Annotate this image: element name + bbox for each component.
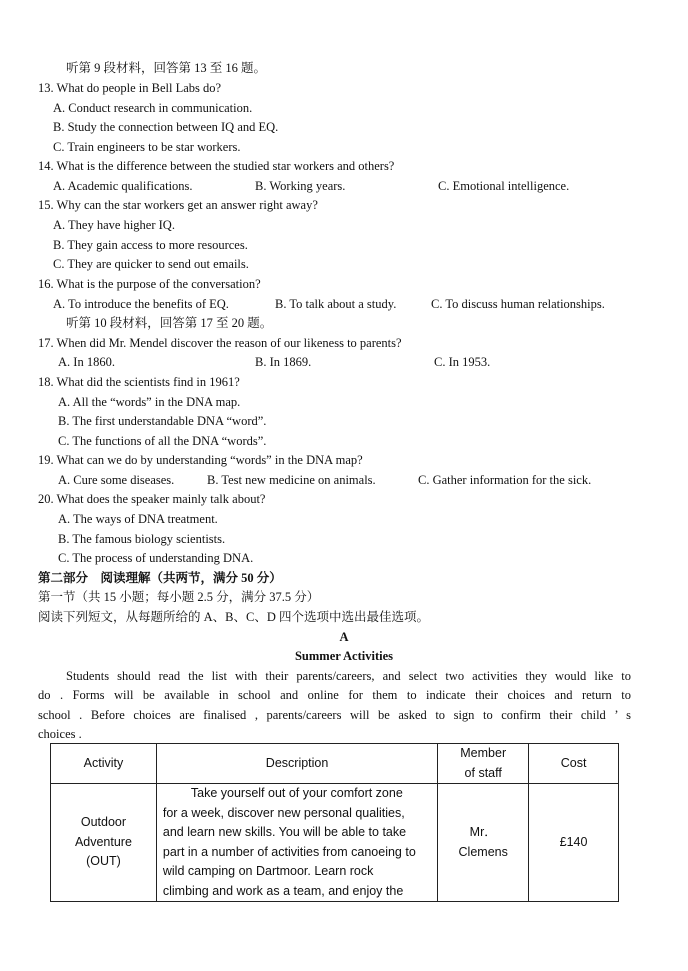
q19-option-c: C. Gather information for the sick. (418, 473, 592, 487)
q14-option-b: B. Working years. (255, 179, 346, 193)
description-line: Take yourself out of your comfort zone (190, 786, 403, 800)
question-20: 20. What does the speaker mainly talk about? (38, 492, 266, 506)
q18-option-c: C. The functions of all the DNA “words”. (58, 434, 267, 448)
question-16: 16. What is the purpose of the conversation? (38, 277, 261, 291)
q16-option-a: A. To introduce the benefits of EQ. (53, 297, 229, 311)
part-two-title: 第二部分 阅读理解（共两节，满分 50 分） (38, 571, 282, 585)
q16-option-b: B. To talk about a study. (275, 297, 397, 311)
q13-option-a: A. Conduct research in communication. (53, 101, 253, 115)
section-one-title: 第一节（共 15 小题；每小题 2.5 分，满分 37.5 分） (38, 590, 320, 604)
question-19: 19. What can we do by understanding “words” in the DNA map? (38, 453, 363, 467)
header-staff: Member of staff (438, 744, 529, 784)
intro-line-3: school . Before choices are finalised , parents/careers will be asked to sign to confirm their child ’ s (38, 708, 631, 722)
description-line: part in a number of activities from canoeing to (162, 844, 416, 859)
intro-line-4: choices . (38, 727, 82, 741)
q15-option-c: C. They are quicker to send out emails. (53, 257, 249, 271)
q17-option-c: C. In 1953. (434, 355, 491, 369)
q14-option-c: C. Emotional intelligence. (438, 179, 570, 193)
q16-option-c: C. To discuss human relationships. (431, 297, 605, 311)
passage-letter: A (339, 630, 349, 644)
activity-name: Outdoor Adventure (OUT) (51, 784, 157, 902)
q18-option-a: A. All the “words” in the DNA map. (58, 395, 241, 409)
header-activity: Activity (51, 744, 157, 784)
q14-option-a: A. Academic qualifications. (53, 179, 193, 193)
header-cost: Cost (529, 744, 619, 784)
q17-option-a: A. In 1860. (58, 355, 115, 369)
activities-table (50, 743, 619, 902)
q20-option-b: B. The famous biology scientists. (58, 532, 226, 546)
q19-option-b: B. Test new medicine on animals. (207, 473, 376, 487)
description-line: for a week, discover new personal qualities, (162, 805, 405, 820)
q17-option-b: B. In 1869. (255, 355, 312, 369)
section-10-instruction: 听第 10 段材料，回答第 17 至 20 题。 (66, 316, 273, 330)
description-line: climbing and work as a team, and enjoy the (162, 883, 404, 898)
table-row (51, 784, 619, 902)
q15-option-a: A. They have higher IQ. (53, 218, 175, 232)
intro-line-2: do . Forms will be available in school and online for them to indicate their choices and return to (38, 688, 631, 702)
q13-option-b: B. Study the connection between IQ and EQ. (53, 120, 279, 134)
q19-option-a: A. Cure some diseases. (58, 473, 175, 487)
activity-staff: Mr． Clemens (438, 784, 529, 902)
activity-description (156, 784, 437, 902)
header-description: Description (156, 744, 437, 784)
activity-cost: £140 (529, 784, 619, 902)
table-header-row (51, 744, 619, 784)
description-line: and learn new skills. You will be able to take (162, 825, 407, 839)
q20-option-a: A. The ways of DNA treatment. (58, 512, 218, 526)
description-line: wild camping on Dartmoor. Learn rock (162, 864, 374, 878)
q13-option-c: C. Train engineers to be star workers. (53, 140, 241, 154)
q18-option-b: B. The first understandable DNA “word”. (58, 414, 267, 428)
question-18: 18. What did the scientists find in 1961? (38, 375, 240, 389)
question-15: 15. Why can the star workers get an answer right away? (38, 198, 318, 212)
q20-option-c: C. The process of understanding DNA. (58, 551, 254, 565)
section-9-instruction: 听第 9 段材料，回答第 13 至 16 题。 (66, 61, 267, 75)
question-14: 14. What is the difference between the studied star workers and others? (38, 159, 395, 173)
q15-option-b: B. They gain access to more resources. (53, 238, 248, 252)
passage-title: Summer Activities (294, 649, 394, 663)
question-17: 17. When did Mr. Mendel discover the reason of our likeness to parents? (38, 336, 402, 350)
reading-instruction: 阅读下列短文，从每题所给的 A、B、C、D 四个选项中选出最佳选项。 (38, 610, 429, 624)
intro-line-1: Students should read the list with their parents/careers, and select two activities they would like to (66, 669, 631, 683)
question-13: 13. What do people in Bell Labs do? (38, 81, 222, 95)
